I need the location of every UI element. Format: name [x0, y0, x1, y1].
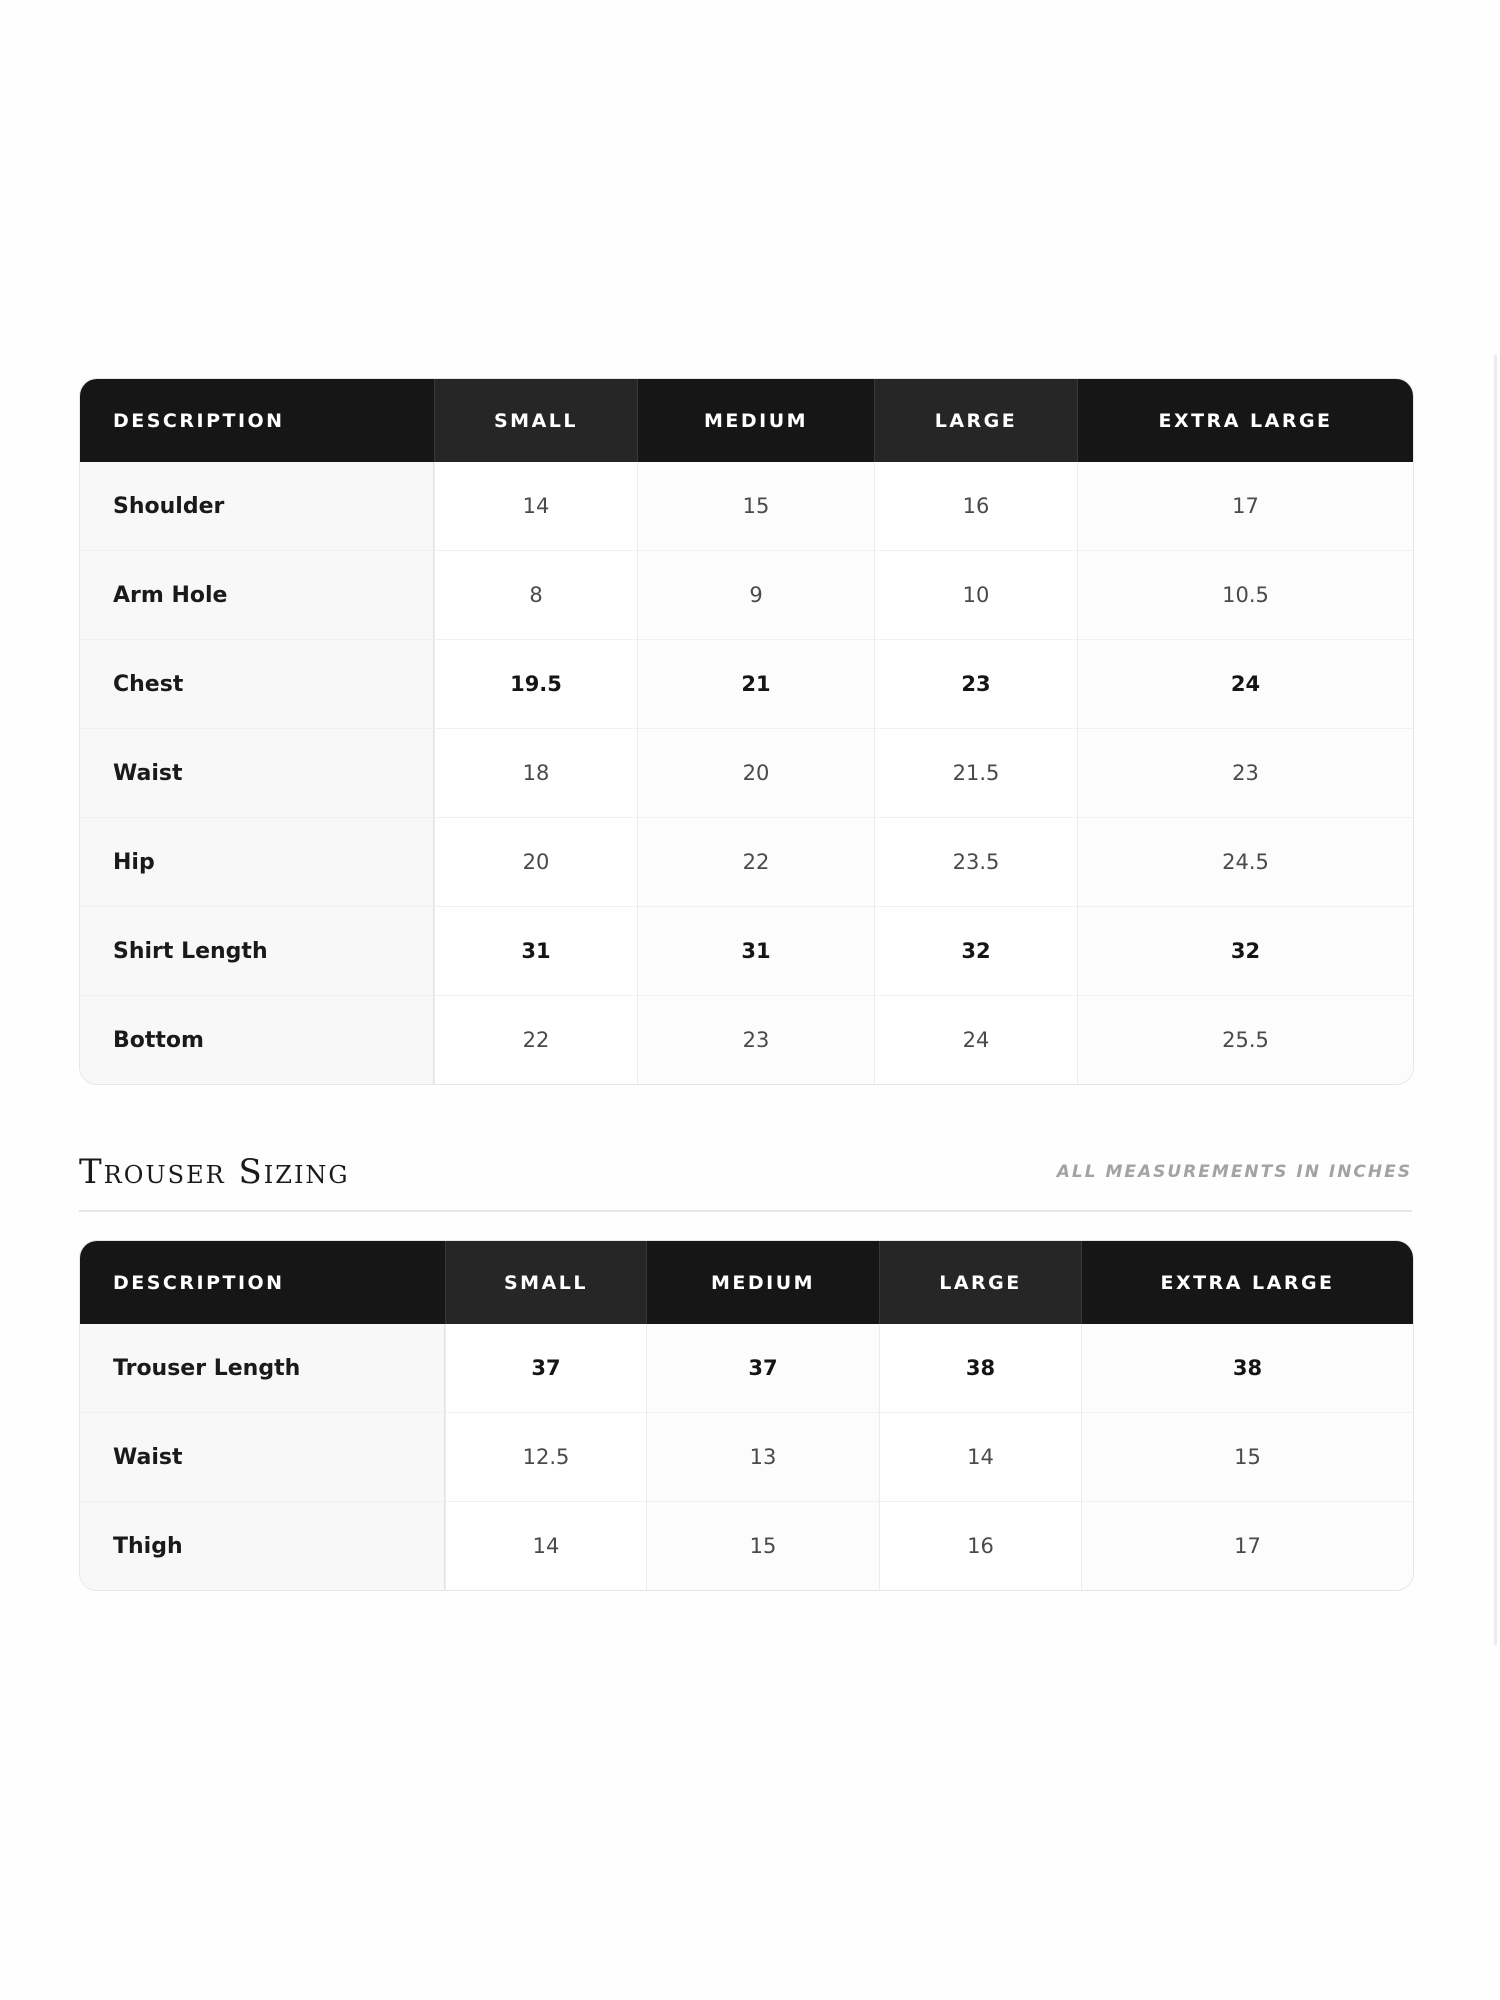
column-header-large: LARGE [874, 379, 1077, 462]
table-row [80, 1324, 1413, 1412]
cell-large: 32 [874, 906, 1077, 995]
cell-extra-large: 25.5 [1077, 995, 1413, 1084]
shirt-table-header [80, 379, 1413, 462]
row-label: Arm Hole [80, 550, 434, 639]
column-header-extra-large: EXTRA LARGE [1081, 1241, 1413, 1324]
cell-large: 10 [874, 550, 1077, 639]
cell-large: 21.5 [874, 728, 1077, 817]
column-header-description: DESCRIPTION [80, 379, 434, 462]
row-label: Shirt Length [80, 906, 434, 995]
measurement-note: ALL MEASUREMENTS IN INCHES [1056, 1162, 1412, 1182]
table-row [80, 728, 1413, 817]
trouser-section-header [79, 1150, 1412, 1212]
shirt-table-body [80, 462, 1413, 1084]
column-header-small: SMALL [434, 379, 637, 462]
cell-extra-large: 24.5 [1077, 817, 1413, 906]
cell-large: 16 [879, 1501, 1081, 1590]
table-row [80, 817, 1413, 906]
cell-small: 8 [434, 550, 637, 639]
cell-large: 16 [874, 462, 1077, 550]
cell-large: 24 [874, 995, 1077, 1084]
cell-large: 14 [879, 1412, 1081, 1501]
cell-extra-large: 15 [1081, 1412, 1413, 1501]
row-label: Bottom [80, 995, 434, 1084]
cell-small: 31 [434, 906, 637, 995]
row-label: Chest [80, 639, 434, 728]
cell-medium: 37 [646, 1324, 879, 1412]
table-row [80, 995, 1413, 1084]
trouser-table-body [80, 1324, 1413, 1590]
row-label: Waist [80, 728, 434, 817]
table-row [80, 1501, 1413, 1590]
column-header-large: LARGE [879, 1241, 1081, 1324]
cell-extra-large: 17 [1081, 1501, 1413, 1590]
cell-extra-large: 38 [1081, 1324, 1413, 1412]
row-label: Hip [80, 817, 434, 906]
column-header-medium: MEDIUM [646, 1241, 879, 1324]
cell-medium: 15 [646, 1501, 879, 1590]
cell-small: 18 [434, 728, 637, 817]
cell-small: 14 [445, 1501, 646, 1590]
row-label: Shoulder [80, 462, 434, 550]
row-label: Waist [80, 1412, 445, 1501]
table-row [80, 462, 1413, 550]
cell-extra-large: 23 [1077, 728, 1413, 817]
cell-extra-large: 24 [1077, 639, 1413, 728]
cell-small: 20 [434, 817, 637, 906]
cell-large: 23.5 [874, 817, 1077, 906]
scrollbar-track[interactable] [1494, 355, 1497, 1645]
cell-medium: 9 [637, 550, 874, 639]
cell-medium: 31 [637, 906, 874, 995]
trouser-table-header [80, 1241, 1413, 1324]
column-header-medium: MEDIUM [637, 379, 874, 462]
cell-medium: 20 [637, 728, 874, 817]
cell-medium: 15 [637, 462, 874, 550]
table-row [80, 550, 1413, 639]
table-row [80, 1412, 1413, 1501]
section-title: Trouser Sizing [79, 1152, 350, 1192]
table-row [80, 906, 1413, 995]
cell-small: 14 [434, 462, 637, 550]
cell-small: 22 [434, 995, 637, 1084]
cell-small: 12.5 [445, 1412, 646, 1501]
cell-small: 19.5 [434, 639, 637, 728]
column-header-description: DESCRIPTION [80, 1241, 445, 1324]
cell-large: 38 [879, 1324, 1081, 1412]
cell-medium: 23 [637, 995, 874, 1084]
cell-large: 23 [874, 639, 1077, 728]
table-row [80, 639, 1413, 728]
cell-medium: 21 [637, 639, 874, 728]
column-header-small: SMALL [445, 1241, 646, 1324]
row-label: Thigh [80, 1501, 445, 1590]
cell-extra-large: 10.5 [1077, 550, 1413, 639]
cell-medium: 22 [637, 817, 874, 906]
cell-medium: 13 [646, 1412, 879, 1501]
row-label: Trouser Length [80, 1324, 445, 1412]
shirt-size-table [79, 378, 1414, 1085]
cell-extra-large: 32 [1077, 906, 1413, 995]
column-header-extra-large: EXTRA LARGE [1077, 379, 1413, 462]
cell-extra-large: 17 [1077, 462, 1413, 550]
trouser-size-table [79, 1240, 1414, 1591]
cell-small: 37 [445, 1324, 646, 1412]
